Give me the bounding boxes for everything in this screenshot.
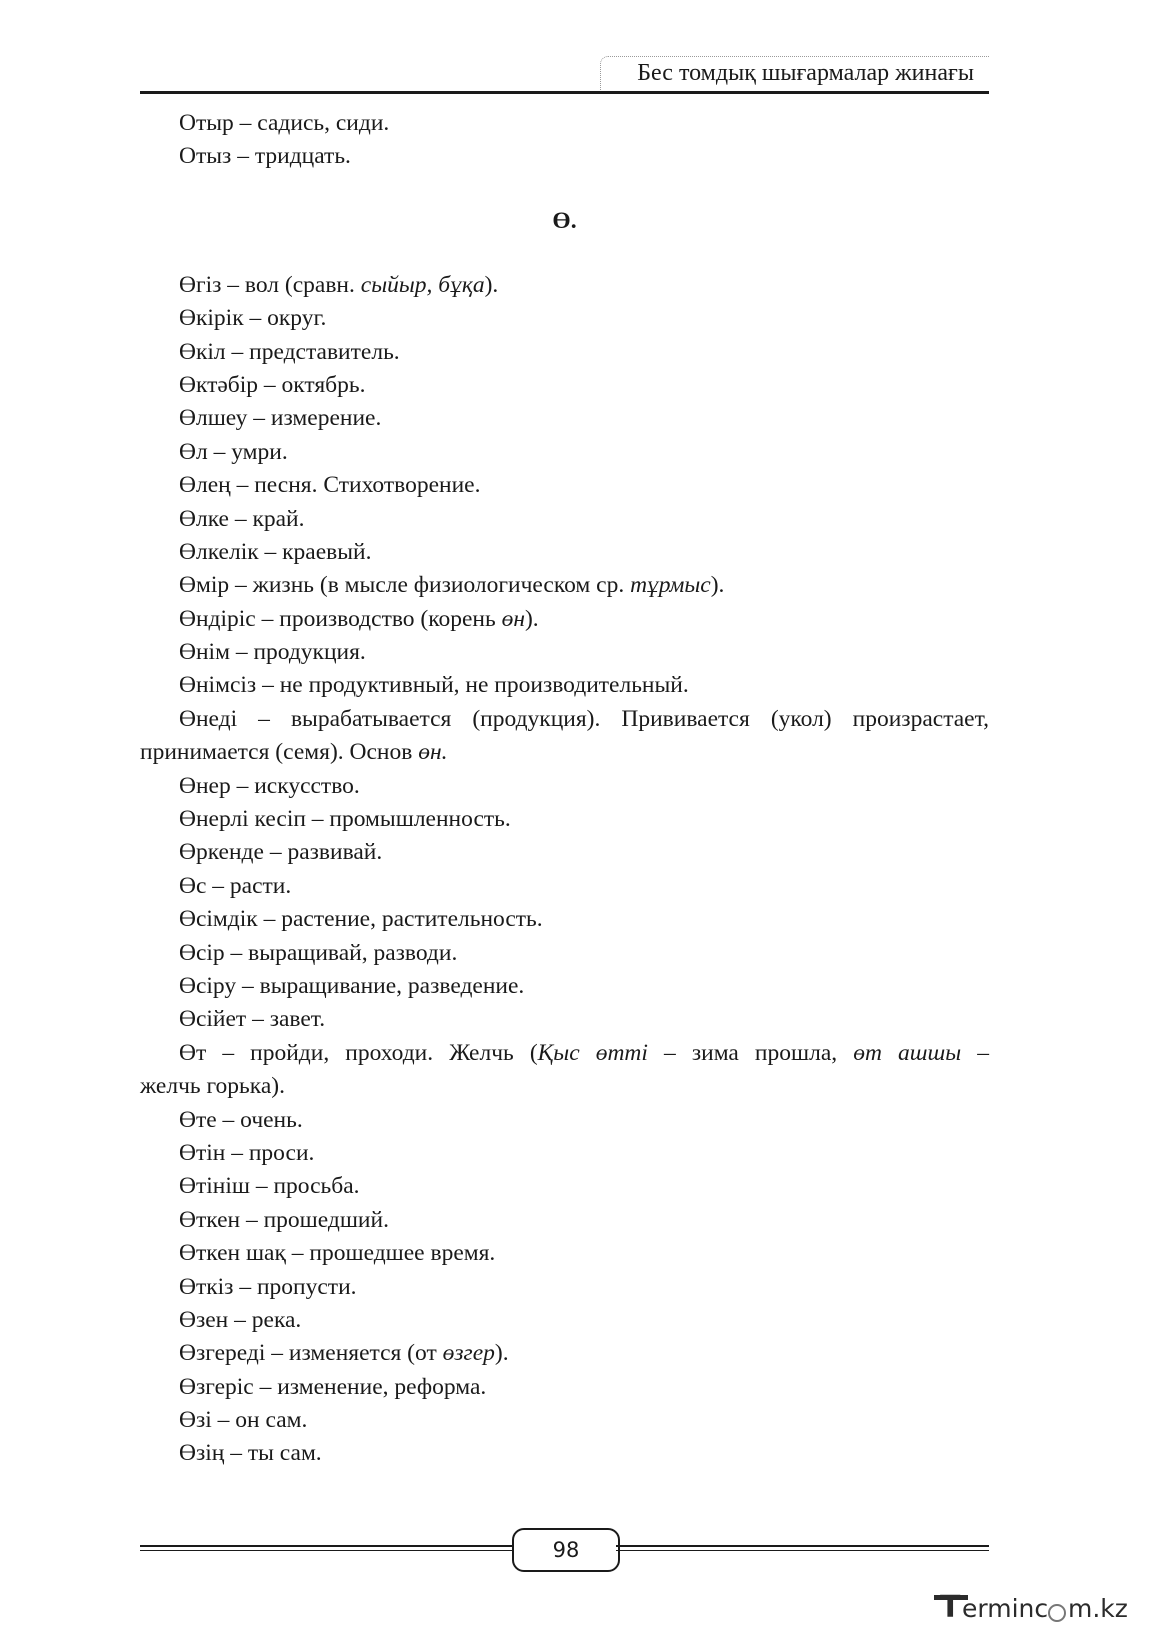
entries-before-section [140,107,989,174]
dictionary-entry-line [140,770,989,803]
entry-text: Өсір – выращивай, разводи. [179,939,458,966]
entry-text: Өт – пройди, проходи. Желчь ( [179,1039,538,1066]
footer-rule-left [140,1545,512,1551]
entry-text: ). [484,271,499,298]
dictionary-entry-line [140,469,989,502]
entry-text: Өткен – прошедший. [179,1206,389,1233]
dictionary-entry-line [140,1304,989,1337]
entry-text: Өнім – продукция. [179,639,366,666]
entry-text: Өзі – он сам. [179,1407,308,1434]
entry-text: – [961,1039,990,1066]
dictionary-entry-line [140,1070,989,1103]
italic-term: тұрмыс [630,572,711,599]
entry-text: Өлшеу – измерение. [179,405,382,432]
dictionary-entry-line [140,1037,989,1070]
entry-text: Өлкелік – краевый. [179,538,372,565]
dictionary-entry-line [140,736,989,769]
watermark-letter-t: T [940,1590,961,1625]
entry-text: Өкірік – округ. [179,305,327,332]
dictionary-entry-line [140,836,989,869]
dictionary-entry-line [140,1404,989,1437]
dictionary-entry-line [140,369,989,402]
entry-text: Өктәбір – октябрь. [179,371,366,398]
entry-text: Өнеді – вырабатывается (продукция). Прививается (укол) произрастает, [179,705,989,732]
entry-text: – зима прошла, [647,1039,854,1066]
entry-text: Өзен – река. [179,1306,302,1333]
entry-text: Отыр – садись, сиди. [179,110,390,136]
entry-text: принимается (семя). Основ [140,739,419,766]
dictionary-entry-line [140,603,989,636]
entry-text: Өтін – проси. [179,1139,315,1166]
dictionary-entry-line [140,436,989,469]
dictionary-entry-line [140,1337,989,1370]
entry-text: Өсіру – выращивание, разведение. [179,972,525,999]
dictionary-entry-line [140,1271,989,1304]
dictionary-entry-line [140,1137,989,1170]
page-number: 98 [552,1538,580,1562]
dictionary-entry-line [140,536,989,569]
entry-text: Өзгереді – изменяется (от [179,1340,443,1367]
footer-rule-right [616,1545,989,1551]
watermark-domain: m.kz [1068,1594,1128,1623]
entry-text: Өте – очень. [179,1106,303,1133]
entry-text: Өткен шақ – прошедшее время. [179,1240,496,1267]
entry-text: желчь горька). [140,1073,285,1100]
entry-text: Өзгеріс – изменение, реформа. [179,1373,487,1400]
entry-text: Өнер – искусство. [179,772,360,799]
header-rule [140,91,989,94]
page-number-box [512,1528,620,1572]
dictionary-entry-line [140,1371,989,1404]
entry-text: Өнерлі кесіп – промышленность. [179,806,511,833]
dictionary-entry-line [140,703,989,736]
dictionary-entry-line [140,336,989,369]
entry-text: Өткіз – пропусти. [179,1273,357,1300]
section-letter-heading: Ө. [552,207,577,234]
entry-text: Өркенде – развивай. [179,839,383,866]
entry-text: ). [494,1340,509,1367]
dictionary-entry-line [140,636,989,669]
dictionary-entry-line [140,1170,989,1203]
italic-term: Қыс өтті [537,1039,648,1066]
dictionary-content [140,107,989,1471]
dictionary-entry-line [140,107,989,140]
entry-text: Өнімсіз – не продуктивный, не производительный. [179,672,689,699]
watermark-text: erminc [962,1594,1049,1623]
italic-term: өт ашшы [853,1039,962,1066]
dictionary-entry-line [140,669,989,702]
entry-text: Өсійет – завет. [179,1006,326,1033]
dictionary-entry-line [140,1204,989,1237]
dictionary-entry-line [140,402,989,435]
entry-text: Өсімдік – растение, растительность. [179,906,543,933]
dictionary-entry-line [140,302,989,335]
dictionary-entry-line [140,503,989,536]
dictionary-entry-line [140,1437,989,1470]
entry-text: Өзің – ты сам. [179,1440,322,1467]
italic-term: өзгер [442,1340,495,1367]
magnifier-icon [1048,1604,1066,1622]
italic-term: өн [501,605,525,632]
running-header-title: Бес томдық шығармалар жинағы [637,60,974,86]
entry-text: Өгіз – вол (сравн. [179,271,361,298]
italic-term: сыйыр, бұқа [360,271,485,298]
entry-text: Өлке – край. [179,505,305,532]
italic-term: өн. [418,739,448,766]
dictionary-entry-line [140,903,989,936]
dictionary-entry-line [140,569,989,602]
dictionary-entry-line [140,870,989,903]
entry-text: Өмір – жизнь (в мысле физиологическом ср. [179,572,631,599]
entry-text: Өс – расти. [179,872,292,899]
entry-text: Өл – умри. [179,438,288,465]
entry-text: Өндіріс – производство (корень [179,605,502,632]
entry-text: Отыз – тридцать. [179,143,351,170]
dictionary-entry-line [140,269,989,302]
entry-text: Өкіл – представитель. [179,338,400,365]
dictionary-entry-line [140,803,989,836]
dictionary-entry-line [140,1003,989,1036]
dictionary-entry-line [140,937,989,970]
dictionary-entry-line [140,970,989,1003]
entry-text: Өтініш – просьба. [179,1173,360,1200]
watermark-logo [940,1588,1150,1628]
entry-text: Өлең – песня. Стихотворение. [179,472,481,499]
dictionary-entry-line [140,140,989,173]
entry-text: ). [710,572,725,599]
dictionary-entry-line [140,1237,989,1270]
entry-text: ). [524,605,539,632]
entries-list [140,269,989,1471]
dictionary-entry-line [140,1104,989,1137]
page-footer [140,1528,989,1568]
